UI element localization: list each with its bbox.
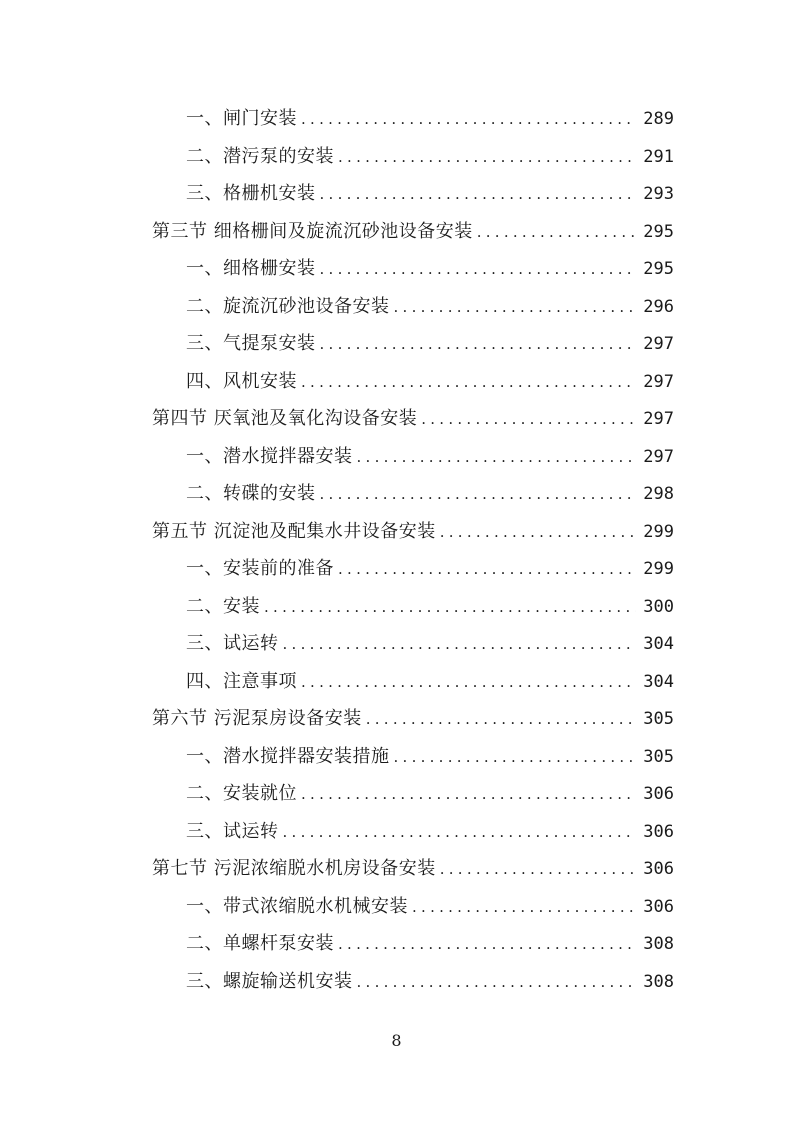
- toc-dot-leader: [264, 589, 636, 627]
- toc-section-entry[interactable]: [152, 513, 674, 551]
- toc-entry-title: 一、细格栅安装: [186, 258, 316, 279]
- toc-dot-leader: [320, 476, 637, 514]
- toc-entry-page: 300: [643, 596, 674, 617]
- toc-entry[interactable]: [152, 138, 674, 176]
- toc-section-entry[interactable]: [152, 213, 674, 251]
- toc-dot-leader: [320, 176, 637, 214]
- toc-entry-page: 299: [643, 559, 674, 579]
- toc-section-title: 第五节 沉淀池及配集水井设备安装: [152, 520, 436, 542]
- toc-entry-page: 289: [643, 109, 674, 129]
- toc-dot-leader: [338, 551, 636, 589]
- toc-section-entry[interactable]: [152, 700, 674, 738]
- toc-entry[interactable]: [152, 775, 674, 813]
- toc-entry-page: 305: [643, 746, 674, 767]
- toc-dot-leader: [338, 926, 636, 964]
- toc-dot-leader: [412, 889, 636, 927]
- toc-entry-page: 305: [643, 709, 674, 729]
- toc-entry-page: 298: [643, 484, 674, 504]
- toc-entry-page: 304: [643, 634, 674, 654]
- toc-entry[interactable]: [152, 288, 674, 326]
- toc-entry[interactable]: [152, 475, 674, 513]
- table-of-contents: [152, 100, 674, 1000]
- toc-entry[interactable]: [152, 738, 674, 776]
- toc-entry-page: 297: [643, 371, 674, 392]
- toc-dot-leader: [440, 514, 636, 552]
- toc-dot-leader: [394, 739, 637, 777]
- toc-dot-leader: [440, 851, 636, 889]
- toc-dot-leader: [320, 251, 637, 289]
- toc-entry[interactable]: [152, 925, 674, 963]
- toc-section-title: 第七节 污泥浓缩脱水机房设备安装: [152, 858, 436, 879]
- toc-entry-title: 四、风机安装: [186, 370, 297, 392]
- toc-entry-page: 306: [643, 784, 674, 804]
- toc-entry[interactable]: [152, 813, 674, 851]
- toc-section-title: 第六节 污泥泵房设备安装: [152, 708, 362, 729]
- toc-entry-page: 306: [643, 859, 674, 879]
- toc-entry[interactable]: [152, 175, 674, 213]
- toc-entry[interactable]: [152, 363, 674, 401]
- toc-dot-leader: [320, 326, 637, 364]
- toc-entry-page: 308: [643, 934, 674, 954]
- toc-entry-page: 297: [643, 334, 674, 354]
- toc-entry-page: 299: [643, 521, 674, 542]
- toc-dot-leader: [301, 101, 636, 139]
- toc-dot-leader: [394, 289, 637, 327]
- toc-dot-leader: [366, 701, 636, 739]
- toc-dot-leader: [283, 626, 637, 664]
- page-number: 8: [391, 1031, 402, 1050]
- toc-entry[interactable]: [152, 625, 674, 663]
- toc-entry-page: 291: [643, 146, 674, 167]
- toc-dot-leader: [477, 214, 636, 252]
- toc-entry[interactable]: [152, 250, 674, 288]
- toc-entry-title: 二、单螺杆泵安装: [186, 933, 334, 954]
- toc-entry-page: 306: [643, 896, 674, 917]
- toc-entry-title: 二、安装: [186, 595, 260, 617]
- toc-entry-title: 四、注意事项: [186, 670, 297, 692]
- toc-entry-page: 308: [643, 971, 674, 992]
- toc-entry-title: 三、试运转: [186, 633, 279, 654]
- toc-entry-title: 三、格栅机安装: [186, 183, 316, 204]
- toc-entry-title: 二、安装就位: [186, 783, 297, 804]
- toc-section-title: 第四节 厌氧池及氧化沟设备安装: [152, 408, 418, 429]
- toc-entry[interactable]: [152, 663, 674, 701]
- toc-entry-title: 一、潜水搅拌器安装措施: [186, 745, 390, 767]
- toc-entry-page: 306: [643, 821, 674, 842]
- toc-entry[interactable]: [152, 888, 674, 926]
- toc-entry-title: 二、潜污泵的安装: [186, 145, 334, 167]
- toc-entry-title: 一、安装前的准备: [186, 558, 334, 579]
- toc-entry-title: 一、带式浓缩脱水机械安装: [186, 895, 408, 917]
- toc-section-title: 第三节 细格栅间及旋流沉砂池设备安装: [152, 220, 473, 242]
- toc-entry[interactable]: [152, 550, 674, 588]
- toc-section-entry[interactable]: [152, 400, 674, 438]
- toc-dot-leader: [301, 776, 636, 814]
- toc-entry-page: 295: [643, 259, 674, 279]
- toc-entry-title: 三、试运转: [186, 820, 279, 842]
- toc-entry-page: 297: [643, 409, 674, 429]
- toc-entry-title: 三、螺旋输送机安装: [186, 970, 353, 992]
- toc-entry-page: 304: [643, 671, 674, 692]
- toc-entry-title: 二、旋流沉砂池设备安装: [186, 295, 390, 317]
- toc-entry-page: 297: [643, 446, 674, 467]
- toc-dot-leader: [338, 139, 636, 177]
- toc-entry-title: 二、转碟的安装: [186, 483, 316, 504]
- toc-dot-leader: [301, 664, 636, 702]
- toc-entry[interactable]: [152, 100, 674, 138]
- toc-entry-page: 295: [643, 221, 674, 242]
- toc-dot-leader: [357, 964, 637, 1002]
- toc-entry-title: 一、潜水搅拌器安装: [186, 445, 353, 467]
- toc-dot-leader: [421, 401, 636, 439]
- toc-entry[interactable]: [152, 325, 674, 363]
- toc-entry-page: 293: [643, 184, 674, 204]
- toc-entry[interactable]: [152, 963, 674, 1001]
- toc-entry-page: 296: [643, 296, 674, 317]
- toc-dot-leader: [301, 364, 636, 402]
- toc-dot-leader: [283, 814, 637, 852]
- toc-entry[interactable]: [152, 438, 674, 476]
- toc-entry-title: 三、气提泵安装: [186, 333, 316, 354]
- toc-entry[interactable]: [152, 588, 674, 626]
- toc-entry-title: 一、闸门安装: [186, 108, 297, 129]
- toc-section-entry[interactable]: [152, 850, 674, 888]
- toc-dot-leader: [357, 439, 637, 477]
